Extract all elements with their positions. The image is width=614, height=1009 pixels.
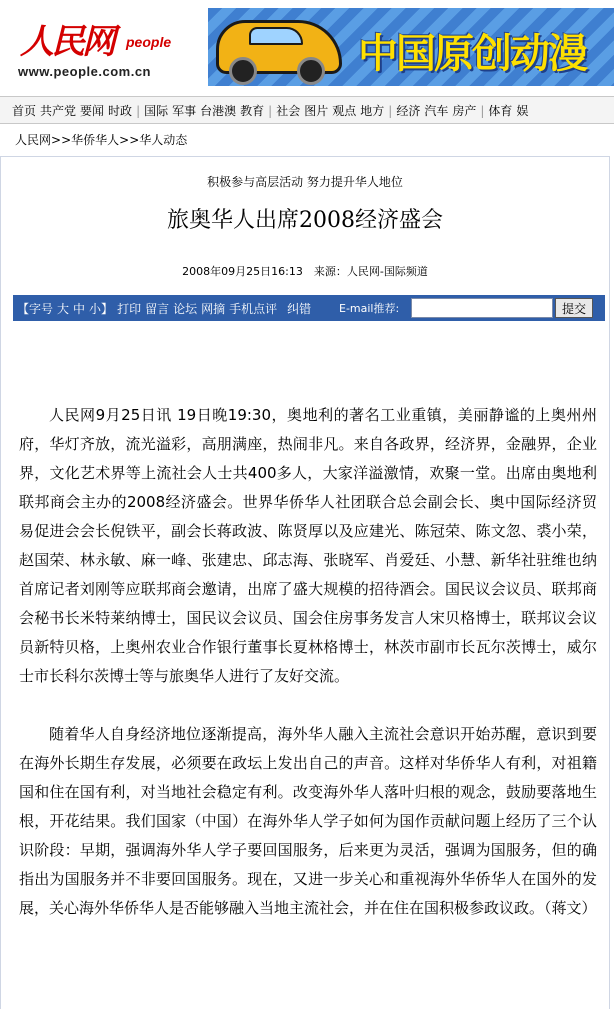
- nav-item[interactable]: 共产党: [40, 104, 77, 118]
- breadcrumb-separator: >>: [119, 133, 140, 147]
- nav-separator: |: [480, 104, 485, 118]
- nav-item[interactable]: 汽车: [424, 104, 449, 118]
- article-title: 旅奥华人出席2008经济盛会: [167, 208, 443, 233]
- print-button[interactable]: 打印: [117, 302, 142, 316]
- logo-english: people: [126, 34, 172, 50]
- nav-item[interactable]: 时政: [108, 104, 133, 118]
- wheel-icon: [297, 57, 325, 85]
- font-size-large-button[interactable]: 大: [57, 302, 70, 316]
- nav-item[interactable]: 地方: [360, 104, 385, 118]
- site-logo[interactable]: [8, 14, 198, 84]
- nav-item[interactable]: 房产: [452, 104, 477, 118]
- article-paragraph: 人民网9月25日讯 19日晚19:30，奥地利的著名工业重镇，美丽静谧的上奥州州府，华灯齐放，流光溢彩，高朋满座，热闹非凡。来自各政界，经济界，金融界，企业界，文化艺术界等上流社会人士共400多人，大家洋溢激情，欢聚一堂。出席由奥地利联邦商会主办的2008经济盛会。世界华侨华人社团联合总会副会长、奥中国际经济贸易促进会会长倪铁平，副会长蒋政波、陈贤厚以及应建光、陈冠荣、陈文忽、裘小荣，赵国荣、林永敏、麻一峰、张建忠、邱志海、张晓军、肖爱廷、小慧、新华社驻维也纳首席记者刘刚等应联邦商会邀请，出席了盛大规模的招待酒会。国民议会议员、联邦商会秘书长米特莱纳博士，国民议会议员、国会住房事务发言人宋贝格博士，联邦议会议员新特贝格，上奥州农业合作银行董事长夏林格博士，林茨市副市长瓦尔茨博士，威尔士市长科尔茨博士等与旅奥华人进行了友好交流。: [19, 406, 597, 685]
- toolbar-tools: [17, 300, 315, 317]
- article-body: [19, 401, 597, 952]
- nav-separator: |: [388, 104, 393, 118]
- correct-button[interactable]: 纠错: [287, 302, 312, 316]
- email-recommend-label: E-mail推荐:: [339, 302, 400, 315]
- nav-item[interactable]: 要闻: [80, 104, 105, 118]
- breadcrumb-separator: >>: [51, 133, 72, 147]
- car-icon: [216, 20, 342, 74]
- car-window-icon: [249, 27, 303, 45]
- nav-item[interactable]: 首页: [12, 104, 37, 118]
- email-input[interactable]: [411, 298, 553, 318]
- nav-item[interactable]: 教育: [240, 104, 265, 118]
- nav-item[interactable]: 观点: [332, 104, 357, 118]
- article-pretitle: 积极参与高层活动 努力提升华人地位: [207, 175, 403, 189]
- logo-chinese: 人民网: [20, 22, 113, 62]
- breadcrumb-item-overseas[interactable]: 华侨华人: [71, 133, 120, 147]
- nav-item[interactable]: 图片: [304, 104, 329, 118]
- nav-list: [12, 102, 532, 119]
- font-size-small-button[interactable]: 小】: [89, 302, 114, 316]
- mobile-comment-button[interactable]: 手机点评: [229, 302, 278, 316]
- article-container: [0, 156, 610, 1009]
- article-meta: 2008年09月25日16:13 来源：人民网-国际频道: [182, 265, 428, 278]
- breadcrumb: [15, 131, 187, 148]
- banner-text: 中国原创动漫: [358, 31, 586, 77]
- nav-separator: |: [136, 104, 141, 118]
- main-nav: [0, 96, 614, 124]
- ad-banner[interactable]: [208, 8, 614, 86]
- breadcrumb-item-home[interactable]: 人民网: [15, 133, 52, 147]
- nav-item[interactable]: 社会: [276, 104, 301, 118]
- site-header: [0, 0, 614, 92]
- nav-item[interactable]: 军事: [172, 104, 197, 118]
- article-paragraph: 随着华人自身经济地位逐渐提高，海外华人融入主流社会意识开始苏醒，意识到要在海外长期生存发展，必须要在政坛上发出自己的声音。这样对华侨华人有利，对祖籍国和住在国有利，对当地社会稳定有利。改变海外华人落叶归根的观念，鼓励要落地生根，开花结果。我们国家（中国）在海外华人学子如何为国作贡献问题上经历了三个认识阶段：早期，强调海外华人学子要回国服务，后来更为灵活，强调为国服务，但的确指出为国服务并不非要回国服务。现在，又进一步关心和重视海外华侨华人在国外的发展，关心海外华侨华人是否能够融入当地主流社会，并在住在国积极参政议政。（蒋文）: [19, 725, 597, 917]
- forum-button[interactable]: 论坛: [173, 302, 198, 316]
- submit-button[interactable]: 提交: [555, 298, 593, 318]
- nav-item[interactable]: 体育: [488, 104, 513, 118]
- clip-button[interactable]: 网摘: [201, 302, 226, 316]
- nav-item[interactable]: 国际: [144, 104, 169, 118]
- comment-button[interactable]: 留言: [145, 302, 170, 316]
- breadcrumb-item-news[interactable]: 华人动态: [139, 133, 188, 147]
- nav-item[interactable]: 台港澳: [200, 104, 237, 118]
- nav-item[interactable]: 经济: [396, 104, 421, 118]
- logo-url: www.people.com.cn: [18, 64, 151, 79]
- font-size-medium-button[interactable]: 中: [73, 302, 86, 316]
- wheel-icon: [229, 57, 257, 85]
- nav-item[interactable]: 娱: [516, 104, 529, 118]
- article-toolbar: [13, 295, 605, 321]
- nav-separator: |: [268, 104, 273, 118]
- font-size-label: 【字号: [17, 302, 54, 316]
